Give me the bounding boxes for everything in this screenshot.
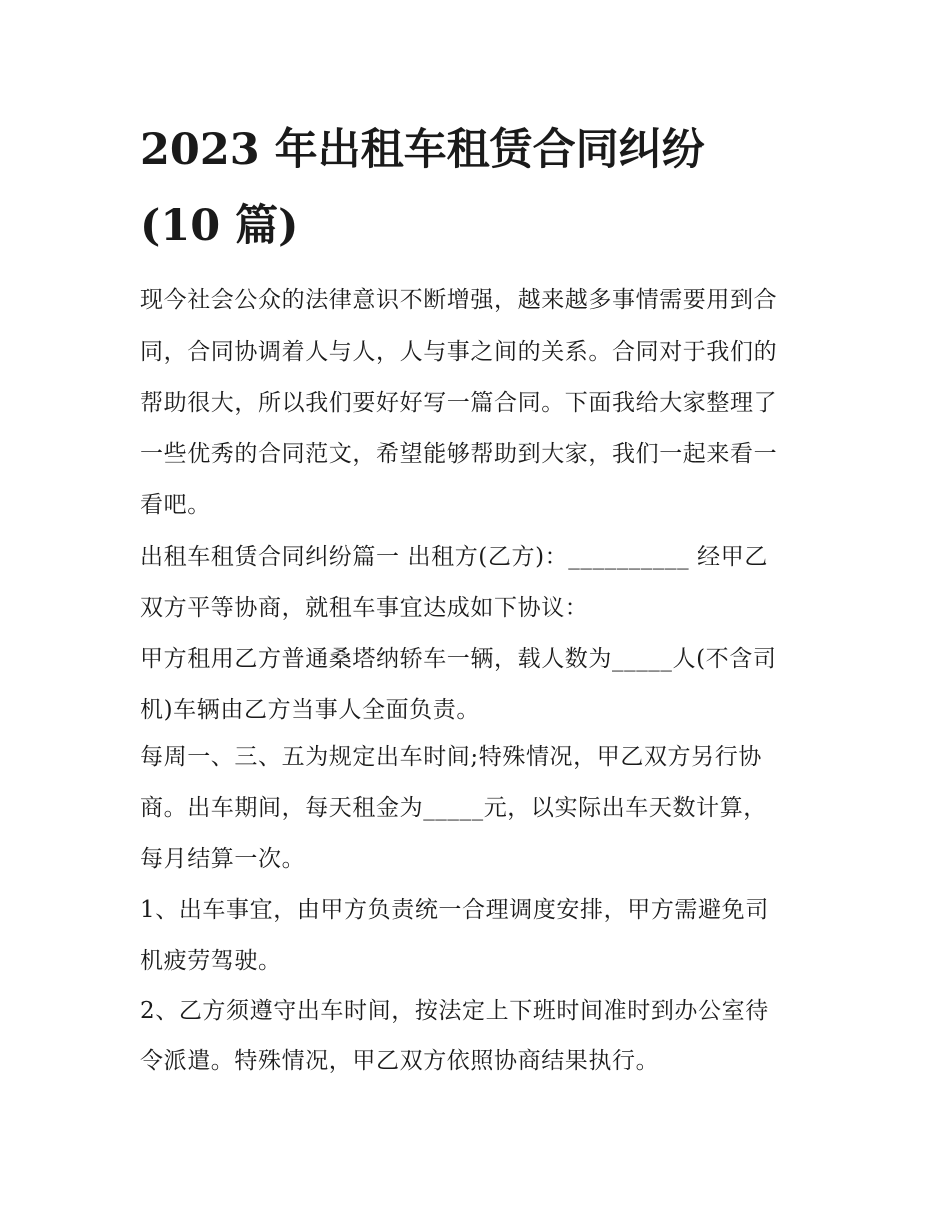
text-line: 一些优秀的合同范文，希望能够帮助到大家，我们一起来看一 bbox=[140, 441, 778, 467]
text-line: 1、出车事宜，由甲方负责统一合理调度安排，甲方需避免司 bbox=[140, 897, 769, 923]
text-line: 出租车租赁合同纠纷篇一 出租方(乙方)：__________ 经甲乙 bbox=[140, 544, 768, 570]
text-line: 每周一、三、五为规定出车时间;特殊情况，甲乙双方另行协 bbox=[140, 744, 762, 770]
text-line: 帮助很大，所以我们要好好写一篇合同。下面我给大家整理了 bbox=[140, 390, 778, 416]
text-line: 双方平等协商，就租车事宜达成如下协议： bbox=[140, 595, 589, 621]
text-line: 令派遣。特殊情况，甲乙双方依照协商结果执行。 bbox=[140, 1048, 660, 1074]
title-line-2: (10 篇) bbox=[140, 201, 299, 251]
text-line: 甲方租用乙方普通桑塔纳轿车一辆，载人数为_____人(不含司 bbox=[140, 646, 777, 672]
text-line: 每月结算一次。 bbox=[140, 846, 306, 872]
text-line: 机)车辆由乙方当事人全面负责。 bbox=[140, 697, 480, 723]
text-line: 同，合同协调着人与人，人与事之间的关系。合同对于我们的 bbox=[140, 339, 778, 365]
text-line: 商。出车期间，每天租金为_____元，以实际出车天数计算， bbox=[140, 795, 767, 821]
text-line: 2、乙方须遵守出车时间，按法定上下班时间准时到办公室待 bbox=[140, 998, 769, 1024]
document-title bbox=[140, 112, 840, 264]
text-line: 看吧。 bbox=[140, 492, 211, 518]
text-line: 机疲劳驾驶。 bbox=[140, 948, 282, 974]
title-line-1: 2023 年出租车租赁合同纠纷 bbox=[140, 125, 705, 175]
text-line: 现今社会公众的法律意识不断增强，越来越多事情需要用到合 bbox=[140, 287, 778, 313]
